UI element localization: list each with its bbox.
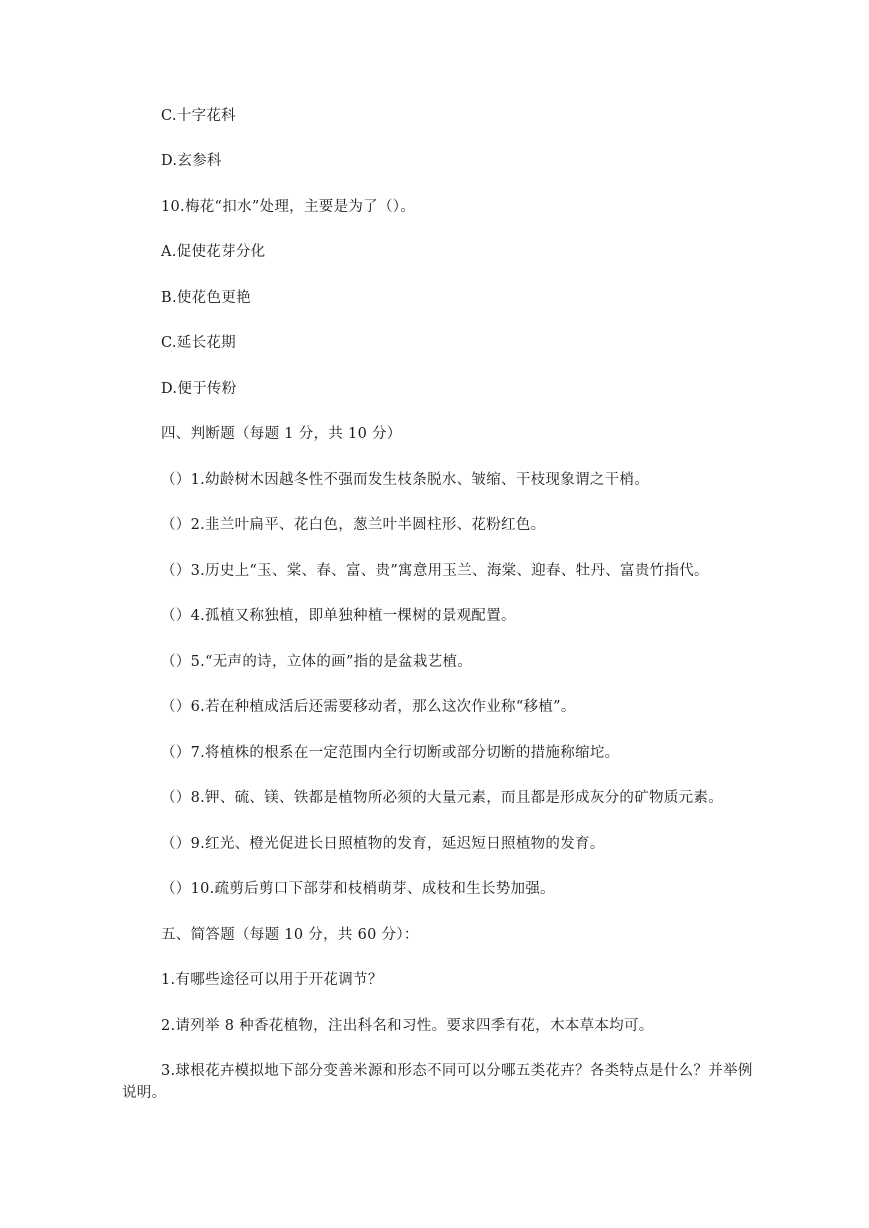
judgment-item-6: （）6.若在种植成活后还需要移动者，那么这次作业称“移植”。 — [161, 699, 576, 715]
section-4-title: 四、判断题（每题 1 分，共 10 分） — [161, 426, 402, 442]
judgment-item-2: （）2.韭兰叶扁平、花白色，葱兰叶半圆柱形、花粉红色。 — [161, 517, 546, 533]
question-10-stem: 10.梅花“扣水”处理，主要是为了（）。 — [161, 199, 416, 215]
short-answer-q3: 3.球根花卉模拟地下部分变善米源和形态不同可以分哪五类花卉？各类特点是什么？并举例说明。 — [122, 1063, 753, 1101]
option-c-q9: C.十字花科 — [161, 108, 236, 124]
judgment-item-7: （）7.将植株的根系在一定范围内全行切断或部分切断的措施称缩坨。 — [161, 745, 620, 761]
judgment-item-4: （）4.孤植又称独植，即单独种植一棵树的景观配置。 — [161, 608, 516, 624]
judgment-item-1: （）1.幼龄树木因越冬性不强而发生枝条脱水、皱缩、干枝现象谓之干梢。 — [161, 472, 650, 488]
judgment-item-5: （）5.“无声的诗，立体的画”指的是盆栽艺植。 — [161, 654, 473, 670]
option-b-q10: B.使花色更艳 — [161, 290, 251, 306]
option-a-q10: A.促使花芽分化 — [161, 244, 266, 260]
option-c-q10: C.延长花期 — [161, 335, 236, 351]
section-5-title: 五、简答题（每题 10 分，共 60 分）： — [161, 927, 419, 943]
judgment-item-3: （）3.历史上“玉、棠、春、富、贵”寓意用玉兰、海棠、迎春、牡丹、富贵竹指代。 — [161, 563, 709, 579]
judgment-item-10: （）10.疏剪后剪口下部芽和枝梢萌芽、成枝和生长势加强。 — [161, 881, 555, 897]
short-answer-q1: 1.有哪些途径可以用于开花调节？ — [161, 972, 383, 988]
option-d-q10: D.便于传粉 — [161, 381, 237, 397]
option-d-q9: D.玄参科 — [161, 153, 222, 169]
judgment-item-8: （）8.钾、硫、镁、铁都是植物所必须的大量元素，而且都是形成灰分的矿物质元素。 — [161, 790, 724, 806]
judgment-item-9: （）9.红光、橙光促进长日照植物的发育，延迟短日照植物的发育。 — [161, 836, 605, 852]
short-answer-q2: 2.请列举 8 种香花植物，注出科名和习性。要求四季有花，木本草本均可。 — [161, 1018, 654, 1034]
